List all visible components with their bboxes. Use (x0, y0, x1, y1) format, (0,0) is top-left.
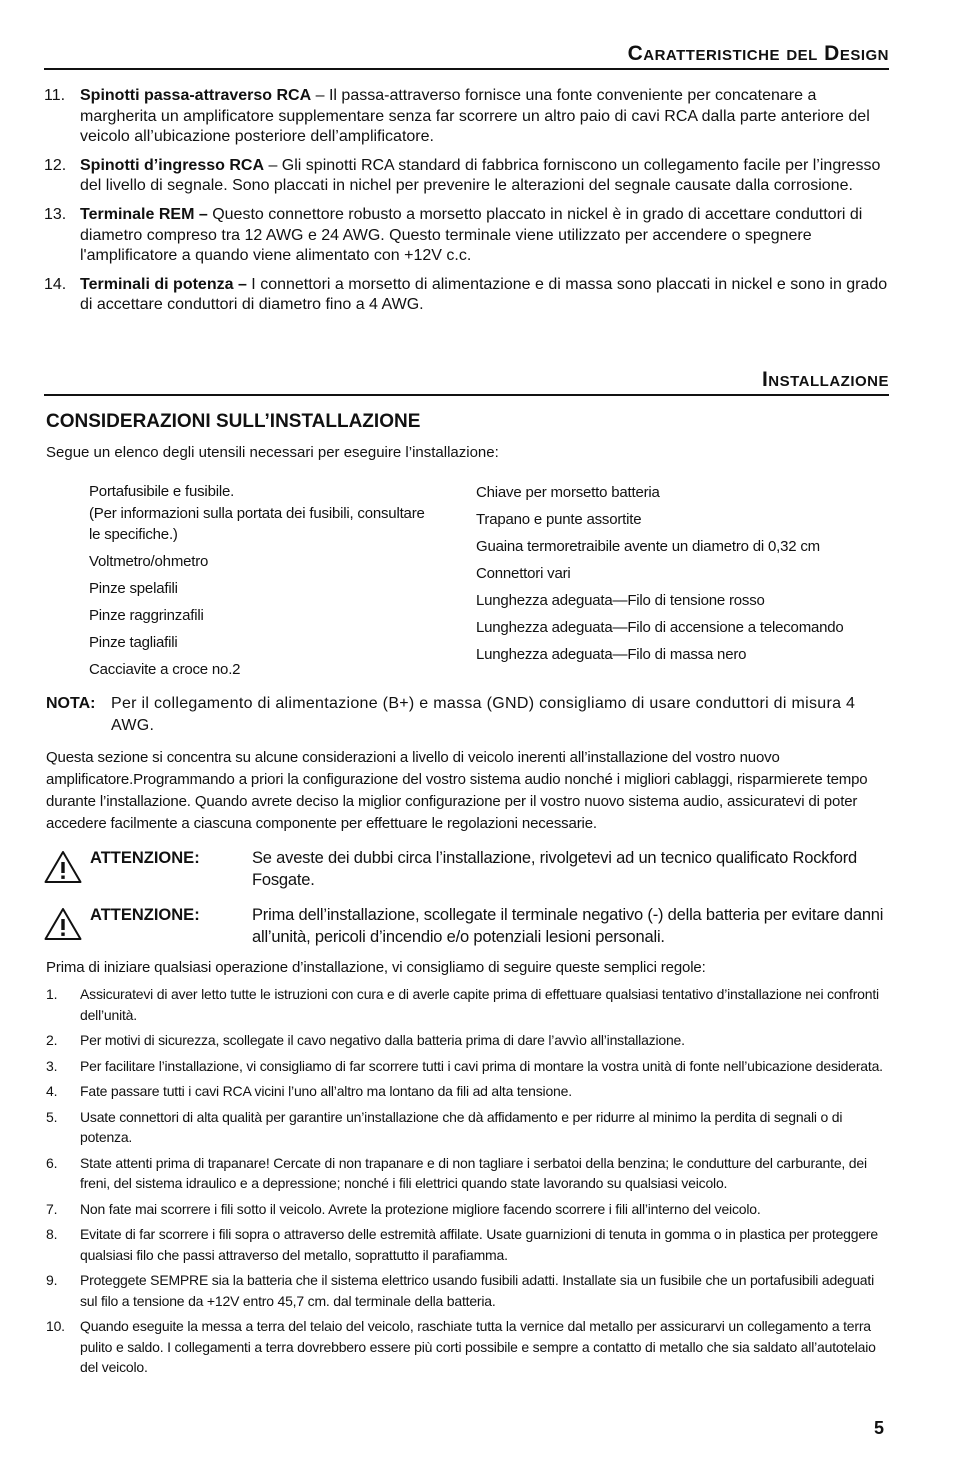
rule-text: Non fate mai scorrere i fili sotto il veicolo. Avrete la protezione migliore facendo scorrere i fili all’interno del veicolo. (80, 1200, 761, 1217)
rule-number: 10. (46, 1318, 65, 1334)
rule-number: 6. (46, 1154, 58, 1171)
feature-separator: – (264, 156, 282, 174)
rule-number: 7. (46, 1200, 58, 1217)
rule-item (44, 1199, 889, 1220)
feature-number: 11. (44, 87, 66, 104)
feature-number: 12. (44, 156, 67, 174)
tool-item: Cacciavite a croce no.2 (89, 661, 241, 678)
tool-item: Lunghezza adeguata—Filo di tensione rosso (476, 592, 765, 609)
feature-item (44, 205, 889, 267)
rule-item (44, 1030, 889, 1051)
page-number: 5 (874, 1418, 885, 1438)
rule-number: 4. (46, 1083, 58, 1099)
tool-item: Trapano e punte assortite (476, 511, 642, 528)
rule-number: 2. (46, 1032, 58, 1048)
rule-text: Usate connettori di alta qualità per garantire un’installazione che dà affidamento e per ridurre al minimo la perdita di segnali o di potenza. (80, 1108, 843, 1145)
rule-text: Fate passare tutti i cavi RCA vicini l’uno all’altro ma lontano da fili ad alta tensione. (80, 1083, 572, 1099)
warning-label: ATTENZIONE: (90, 906, 200, 924)
feature-separator: – (311, 87, 329, 104)
feature-text: Gli spinotti RCA standard di fabbrica forniscono un collegamento facile per l’ingresso del livello di segnale. Sono placcati in nichel per prevenire le alterazioni del segnale causate dalla corrosione. (80, 156, 881, 195)
feature-list (44, 86, 889, 324)
feature-title: Terminale REM – (80, 205, 208, 223)
tools-list-left (89, 481, 429, 686)
tool-item: Connettori vari (476, 565, 571, 582)
tool-item: (Per informazioni sulla portata dei fusibili, consultare le specifiche.) (89, 504, 425, 543)
note-block (46, 693, 891, 737)
rule-text: Quando eseguite la messa a terra del telaio del veicolo, raschiate tutta la vernice dal metallo per assicurarvi un collegamento a terra pulito e saldo. I collegamenti a terra dovrebbero essere più corti possibile e sempre a contatto di metallo che sia saldato all’autotelaio del veicolo. (80, 1318, 876, 1375)
feature-title: Spinotti passa-attraverso RCA (80, 87, 312, 104)
warning-block (44, 847, 889, 891)
feature-item (44, 156, 889, 197)
rule-text: State attenti prima di trapanare! Cercate di non trapanare e di non tagliare i serbatoi della benzina; le condutture del carburante, dei freni, del sistema idraulico e a depressione; nonché i fili elettrici quando state lavorando su qualsiasi veicolo. (80, 1154, 867, 1191)
tool-item: Lunghezza adeguata—Filo di accensione a telecomando (476, 619, 844, 636)
feature-text: Il passa-attraverso fornisce una fonte conveniente per concatenare a margherita un amplificatore supplementare senza far scorrere un altro paio di cavi RCA dalla parte anteriore del veicolo all’ubicazione posteriore dell’amplificatore. (80, 87, 870, 146)
tool-item: Portafusibile e fusibile. (89, 483, 235, 500)
tool-item: Guaina termoretraibile avente un diametro di 0,32 cm (476, 538, 820, 555)
feature-text: Questo connettore robusto a morsetto placcato in nickel è in grado di accettare conduttori di diametro compreso tra 12 AWG e 24 AWG. Questo terminale viene utilizzato per accendere o spegnere l'amplificatore a quando viene alimentato con +12V c.c. (80, 205, 863, 265)
warning-text: Prima dell’installazione, scollegate il terminale negativo (-) della batteria per evitare danni all’unità, pericoli d’incendio e/o potenziali lesioni personali. (252, 906, 884, 946)
feature-text: I connettori a morsetto di alimentazione e di massa sono placcati in nickel e sono in grado di accettare conduttori di diametro fino a 4 AWG. (80, 275, 888, 314)
rule-number: 3. (46, 1057, 58, 1074)
rules-list (44, 984, 889, 1383)
rule-number: 5. (46, 1108, 58, 1125)
tool-item: Pinze raggrinzafili (89, 607, 204, 624)
warning-text: Se aveste dei dubbi circa l’installazione, rivolgetevi ad un tecnico qualificato Rockford Fosgate. (252, 849, 857, 889)
rule-item (44, 1153, 889, 1194)
rule-item (44, 984, 889, 1025)
note-text: Per il collegamento di alimentazione (B+) e massa (GND) consigliamo di usare conduttori di misura 4 AWG. (111, 695, 856, 734)
feature-number: 14. (44, 275, 67, 293)
rule-text: Evitate di far scorrere i fili sopra o attraverso delle estremità affilate. Usate guarnizioni di tenuta in gomma o in plastica per proteggere qualsiasi filo che passi attraverso del metallo, soprattutto il parafiamma. (80, 1226, 878, 1263)
section-header-installation: Installazione (44, 368, 889, 396)
warning-triangle-icon (44, 850, 82, 884)
rule-number: 8. (46, 1226, 58, 1242)
warning-label: ATTENZIONE: (90, 849, 200, 867)
rules-intro: Prima di iniziare qualsiasi operazione d’installazione, vi consigliamo di seguire queste semplici regole: (46, 959, 706, 976)
rule-text: Assicuratevi di aver letto tutte le istruzioni con cura e di averle capite prima di effettuare qualsiasi tentativo d’installazione nei confronti dell’unità. (80, 986, 879, 1023)
rule-number: 1. (46, 986, 58, 1002)
rule-item (44, 1107, 889, 1148)
warning-triangle-icon (44, 907, 82, 941)
tool-item: Pinze tagliafili (89, 634, 178, 651)
tool-item: Voltmetro/ohmetro (89, 553, 209, 570)
tools-intro: Segue un elenco degli utensili necessari per eseguire l’installazione: (46, 444, 499, 461)
rule-item (44, 1081, 889, 1102)
note-label: NOTA: (46, 695, 96, 712)
feature-title: Terminali di potenza – (80, 275, 247, 293)
tool-item: Pinze spelafili (89, 580, 178, 597)
warning-block (44, 904, 889, 948)
rule-item (44, 1316, 889, 1378)
feature-title: Spinotti d’ingresso RCA (80, 156, 264, 174)
rule-item (44, 1224, 889, 1265)
feature-item (44, 275, 889, 316)
rule-text: Per motivi di sicurezza, scollegate il cavo negativo dalla batteria prima di dare l’avvìo all’installazione. (80, 1032, 685, 1048)
rule-text: Per facilitare l’installazione, vi consigliamo di far scorrere tutti i cavi prima di montare la vostra unità di fonte nell’ubicazione desiderata. (80, 1057, 883, 1074)
tool-item: Lunghezza adeguata—Filo di massa nero (476, 646, 747, 663)
tools-list-right (476, 482, 896, 671)
section-header-design: Caratteristiche del Design (44, 42, 889, 70)
tool-item: Chiave per morsetto batteria (476, 484, 660, 501)
section-paragraph: Questa sezione si concentra su alcune considerazioni a livello di veicolo inerenti all’installazione del vostro nuovo amplificatore.Programmando a priori la configurazione del vostro sistema audio nonché i migliori cablaggi, risparmierete tempo durante l’installazione. Quando avrete deciso la miglior configurazione per il vostro nuovo sistema audio, assicuratevi di poter accedere facilmente a ciascuna componente per effettuare le regolazioni necessarie. (46, 749, 868, 832)
rule-text: Proteggete SEMPRE sia la batteria che il sistema elettrico usando fusibili adatti. Installate sia un fusibile che un portafusibili adeguati sul filo a tensione da +12V entro 45,7 cm. dal terminale della batteria. (80, 1272, 874, 1309)
subheading: CONSIDERAZIONI SULL’INSTALLAZIONE (46, 411, 421, 432)
feature-item (44, 86, 889, 148)
feature-number: 13. (44, 205, 67, 223)
rule-item (44, 1270, 889, 1311)
rule-item (44, 1056, 889, 1077)
rule-number: 9. (46, 1272, 58, 1288)
